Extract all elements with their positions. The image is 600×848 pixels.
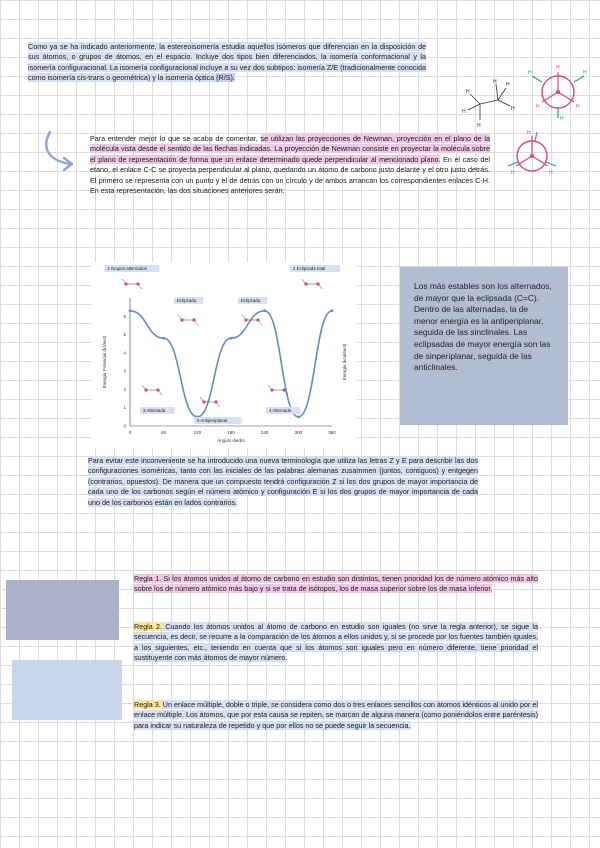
molecule-atom: [180, 318, 183, 321]
data-point: [263, 309, 266, 312]
y-axis-label-right: Energía (kcal/mol): [342, 343, 347, 381]
intro-text: Como ya se ha indicado anteriormente, la estereoisomería estudia aquellos isómeros que diferencian en la disposición de sus átomos, o grupos de átomos, en el espacio. Incluye dos tipos bien diferenciados, la isomería conformacional y la isomería configuracional. La isomería configuracional incluye a su vez dos subtipos: isomería Z/E (tradicionalmente conocida como isomería cis-trans o geométrica) y la isomería óptica: [28, 42, 426, 83]
molecule-atom: [256, 318, 259, 321]
x-tick-label: 60: [161, 430, 167, 435]
y-tick-label: 1: [123, 405, 126, 411]
svg-text:H: H: [477, 123, 481, 129]
rule-3-text: Un enlace múltiple, doble o triple, se considera como dos o tres enlaces sencillos con átomos idénticos al unido por el enlace múltiple. Los átomos, que por esta causa se repiten, se marcan de alguna manera (como poniéndolos entre paréntesis) para indicar su naturaleza de repetido y que por ellos no se puede seguir la secuencia.: [134, 700, 538, 730]
ze-text: Para evitar este inconveniente se ha introducido una nueva terminología que utiliza las letras Z y E para describir las dos configuraciones isoméricas, tanto con las iniciales de las palabras alemanas zusammen (juntos, contiguos) y entgegen (contrarios, opuestos). De manera que un compuesto tendrá configuración Z si los dos grupos de mayor importancia de cada uno de los carbonos según el número atómico y configuración E si los dos grupos de mayor importancia de cada uno de los carbonos están en lados contrarios.: [88, 456, 478, 507]
data-point: [297, 415, 300, 418]
svg-text:H: H: [556, 65, 560, 71]
y-tick-label: 0: [123, 423, 126, 429]
y-axis-label: Energía Potencial (kJ/mol): [102, 335, 107, 389]
x-tick-label: 240: [260, 430, 269, 435]
svg-text:H: H: [527, 130, 531, 136]
svg-text:H: H: [511, 170, 515, 176]
annotation-label: Eclipsada: [177, 298, 197, 303]
x-axis-label: Ángulo diedro: [217, 438, 245, 443]
molecule-atom: [316, 282, 319, 285]
rule-2-label: Regla 2.: [134, 622, 163, 631]
molecule-atom: [282, 388, 285, 391]
annotation-label: 5 Antiperiplanar: [197, 418, 228, 423]
molecule-atom: [192, 318, 195, 321]
y-tick-label: 5: [123, 332, 126, 338]
intro-paragraph: [28, 42, 426, 84]
svg-text:H: H: [583, 70, 587, 76]
newman-paragraph: [90, 134, 490, 196]
svg-text:H: H: [462, 109, 466, 115]
molecule-atom: [244, 318, 247, 321]
gray-sticker: [6, 580, 119, 640]
molecule-atom: [156, 388, 159, 391]
y-tick-label: 4: [123, 350, 126, 356]
annotation-label: Eclipsada: [241, 298, 261, 303]
newman-text-2: En el caso del etano, el enlace C-C se proyecta perpendicular al plano, quedando un átomo de carbono justo delante y el otro justo detrás. El primero se representa con un punto y el de detrás con un círculo y de ambos arrancan los correspondientes enlaces C-H. En esta representación, las dos situaciones anteriores serán:: [90, 154, 490, 196]
annotation-label: 2 Eclipsada total: [293, 266, 326, 271]
newman-text-1: Para entender mejor lo que se acaba de comentar,: [90, 134, 261, 143]
y-tick-label: 6: [123, 313, 126, 319]
newman-projection-eclipsed: [500, 124, 564, 188]
newman-projection-staggered: [526, 58, 590, 122]
x-tick-label: 180: [227, 430, 235, 435]
data-point: [162, 337, 165, 340]
svg-text:H: H: [493, 79, 497, 85]
x-tick-label: 300: [294, 430, 303, 435]
ze-paragraph: [88, 456, 478, 508]
x-tick-label: 0: [128, 430, 132, 435]
energy-chart: [92, 262, 357, 448]
molecule-atom: [136, 282, 139, 285]
annotation-label: 3 Alternada: [143, 408, 166, 413]
rule-2: [134, 622, 538, 664]
y-tick-label: 3: [123, 368, 126, 374]
rule-1: [134, 574, 538, 595]
molecule-atom: [214, 400, 217, 403]
annotation-label: 4 Alternada: [269, 408, 292, 413]
svg-text:H: H: [528, 70, 532, 76]
molecule-atom: [304, 282, 307, 285]
molecule-atom: [202, 400, 205, 403]
rule-3: [134, 700, 538, 731]
x-tick-label: 360: [328, 430, 336, 435]
light-blue-sticker: [12, 660, 122, 720]
svg-text:H: H: [536, 104, 540, 110]
svg-text:H: H: [511, 106, 515, 112]
side-note-text: Los más estables son los alternados, de mayor que la eclipsada (C=C). Dentro de las alternadas, la de menor energía es la antiperiplanar, seguida de las sinclinales. Las eclipsadas de mayor energía son las de sinperiplanar, seguida de las anticlinales.: [414, 281, 552, 373]
x-tick-label: 120: [193, 430, 202, 435]
newman-highlight: se utilizan las proyecciones de Newman, proyección en el plano de la molécula vista desde el sentido de las flechas indicadas. La proyección de Newman consiste en proyectar la molécula sobre el plano de representación de forma que un enlace determinado quede perpendicular al mencionado plano.: [90, 134, 490, 164]
rule-3-label: Regla 3.: [134, 700, 161, 709]
annotation-label: 1 Grupos alternados: [107, 266, 147, 271]
molecule-atom: [270, 388, 273, 391]
data-point: [331, 309, 334, 312]
svg-text:H: H: [549, 170, 553, 176]
svg-text:H: H: [576, 104, 580, 110]
data-point: [129, 309, 132, 312]
svg-text:H: H: [506, 82, 510, 88]
energy-curve: [130, 311, 332, 417]
molecule-atom: [144, 388, 147, 391]
data-point: [230, 337, 233, 340]
energy-chart-svg: [92, 262, 357, 448]
svg-text:H: H: [560, 116, 564, 122]
intro-highlight: (R/S).: [216, 73, 235, 83]
curved-arrow-icon: [40, 128, 80, 174]
molecule-atom: [124, 282, 127, 285]
rule-1-text: Regla 1. Si los átomos unidos al átomo de carbono en estudio son distintos, tienen prioridad los de número atómico más alto sobre los de número atómico más bajo y si se trata de isótopos, los de masa superior sobre los de masa inferior.: [134, 574, 538, 594]
side-note-box: [400, 267, 568, 425]
svg-text:H: H: [466, 89, 470, 95]
rule-2-text: Cuando los átomos unidos al átomo de carbono en estudio son iguales (no sirve la regla anterior), se sigue la secuencia, es decir, se recurre a la comparación de los átomos a ellos unidos y, si se procede por los fuentes también iguales, a los siguientes, etc., teniendo en cuenta que si los átomos son iguales pero en número diferente, tiene prioridad el sustituyente con más átomos de mayor número.: [134, 622, 538, 663]
y-tick-label: 2: [123, 386, 126, 392]
